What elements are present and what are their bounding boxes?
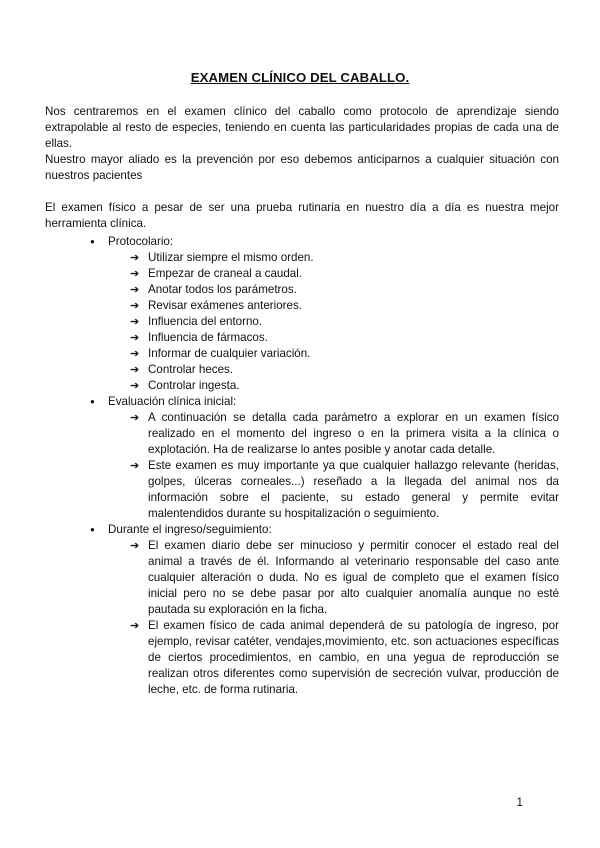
arrow-icon: ➔: [130, 540, 140, 552]
list-item: ➔ Influencia de fármacos.: [130, 331, 268, 344]
page-number: 1: [516, 796, 523, 809]
section-ingreso-seguimiento: [45, 522, 559, 698]
intro-paragraph-1: Nos centraremos en el examen clínico del caballo como protocolo de aprendizaje siendo extrapolable al resto de especies, teniendo en cuenta las particularidades propias de cada una de ellas.: [45, 105, 559, 150]
list-item: ➔ Revisar exámenes anteriores.: [130, 299, 303, 312]
arrow-icon: ➔: [130, 332, 140, 344]
list-item: ➔ Informar de cualquier variación.: [130, 347, 311, 360]
list-item: ➔ Este examen es muy importante ya que cualquier hallazgo relevante (heridas, golpes, úlceras corneales...) reseñado a la llegada del animal nos da información sobre el paciente, su estado general y permite evitar malentendidos durante su hospitalización o seguimiento.: [130, 459, 559, 520]
section-protocolario: [45, 234, 559, 394]
arrow-icon: ➔: [130, 316, 140, 328]
list-item: ➔ A continuación se detalla cada parámetro a explorar en un examen físico realizado en el momento del ingreso o en la primera visita a la clínica o explotación. Ha de realizarse lo antes posible y anotar cada detalle.: [130, 411, 559, 456]
arrow-icon: ➔: [130, 412, 140, 424]
sections-list: [45, 234, 559, 698]
list-item: ➔ El examen físico de cada animal dependerá de su patología de ingreso, por ejemplo, revisar catéter, vendajes,movimiento, etc. son actuaciones específicas de ciertos procedimientos, en cambio, en una yegua de reproducción se realizan otros diferentes como supervisión de secreción vulvar, producción de leche, etc. de forma rutinaria.: [130, 619, 559, 696]
page-title: EXAMEN CLÍNICO DEL CABALLO.: [190, 70, 410, 85]
intro-paragraph-3: El examen físico a pesar de ser una prueba rutinaria en nuestro día a día es nuestra mejor herramienta clínica.: [45, 201, 559, 230]
arrow-icon: ➔: [130, 284, 140, 296]
arrow-icon: ➔: [130, 268, 140, 280]
list-item: ➔ Influencia del entorno.: [130, 315, 263, 328]
section-label: Protocolario:: [108, 235, 174, 248]
section-evaluacion-inicial: [45, 394, 559, 522]
intro-paragraph-2: Nuestro mayor aliado es la prevención por eso debemos anticiparnos a cualquier situación con nuestros pacientes: [45, 153, 559, 182]
arrow-icon: ➔: [130, 252, 140, 264]
section-label: Durante el ingreso/seguimiento:: [108, 523, 272, 536]
arrow-icon: ➔: [130, 348, 140, 360]
list-item: ➔ Controlar ingesta.: [130, 379, 240, 392]
list-item: ➔ El examen diario debe ser minucioso y permitir conocer el estado real del animal a través de él. Informando al veterinario responsable del caso ante cualquier alteración o duda. No es igual de completo que el examen físico inicial pero no se debe pasar por alto cualquier anomalía aunque no esté pautada su exploración en la ficha.: [130, 539, 559, 616]
list-item: ➔ Controlar heces.: [130, 363, 234, 376]
arrow-icon: ➔: [130, 380, 140, 392]
list-item: ➔ Anotar todos los parámetros.: [130, 283, 297, 296]
list-item: ➔ Utilizar siempre el mismo orden.: [130, 251, 314, 264]
arrow-icon: ➔: [130, 300, 140, 312]
arrow-icon: ➔: [130, 620, 140, 632]
arrow-icon: ➔: [130, 364, 140, 376]
arrow-icon: ➔: [130, 460, 140, 472]
section-label: Evaluación clínica inicial:: [108, 395, 237, 408]
list-item: ➔ Empezar de craneal a caudal.: [130, 267, 303, 280]
